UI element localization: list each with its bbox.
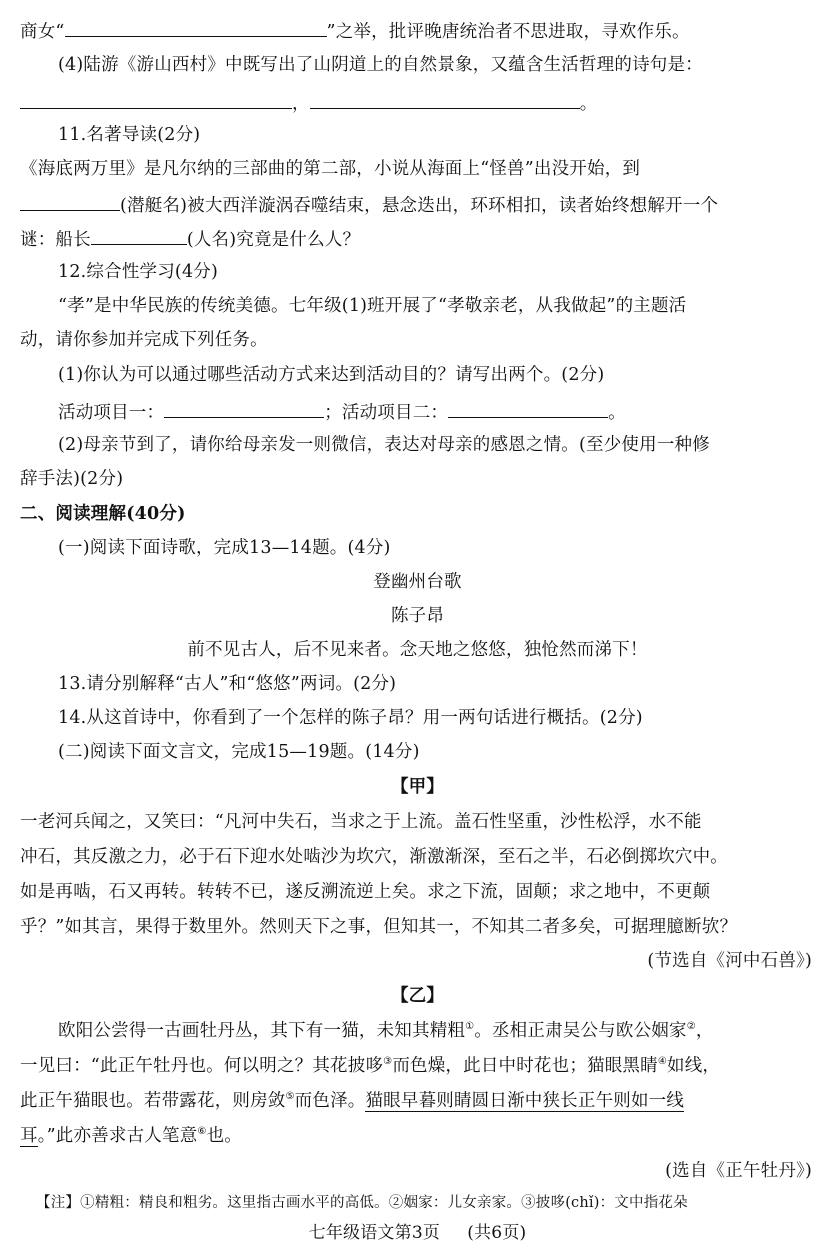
period: 。	[579, 94, 598, 114]
q11-l3-post: (人名)究竟是什么人？	[186, 230, 361, 250]
footer-page: 七年级语文第3页	[308, 1223, 441, 1243]
q12-line2: 动，请你参加并完成下列任务。	[20, 330, 268, 350]
jia-line3: 如是再啮，石又再转。转转不已，遂反溯流逆上矣。求之下流，固颠；求之地中，不更颠	[20, 882, 711, 902]
yi-line3	[20, 1090, 820, 1112]
footer-total: (共6页)	[467, 1223, 527, 1243]
q11-l3-pre: 谜：船长	[20, 230, 91, 250]
yi-line2	[20, 1055, 820, 1077]
poem-title: 登幽州台歌	[373, 572, 462, 592]
q10-line3	[20, 90, 820, 115]
q12-title: 12.综合性学习(4分)	[58, 262, 219, 282]
period: 。	[608, 403, 626, 423]
activity2-label: ；活动项目二：	[324, 403, 449, 423]
q14: 14.从这首诗中，你看到了一个怎样的陈子昂？用一两句话进行概括。(2分)	[58, 708, 643, 728]
answer-blank[interactable]	[20, 192, 120, 211]
q11-line2	[20, 192, 820, 217]
footnote-ref: ⑥	[197, 1126, 207, 1138]
answer-blank[interactable]	[448, 399, 608, 418]
underlined-sentence-end: 耳	[20, 1126, 38, 1146]
q12-sub1: (1)你认为可以通过哪些活动方式来达到活动目的？请写出两个。(2分)	[58, 365, 605, 385]
part2-intro: (二)阅读下面文言文，完成15—19题。(14分)	[58, 742, 420, 762]
yi-line4	[20, 1125, 820, 1147]
yi-l1-a: 欧阳公尝得一古画牡丹丛，其下有一猫，未知其精粗	[58, 1021, 466, 1041]
yi-line1	[58, 1020, 820, 1042]
footnote-ref: ⑤	[285, 1091, 295, 1103]
yi-source: (选自《正午牡丹》)	[665, 1161, 812, 1181]
answer-blank[interactable]	[164, 399, 324, 418]
q10-line2: (4)陆游《游山西村》中既写出了山阴道上的自然景象，又蕴含生活哲理的诗句是：	[58, 55, 703, 75]
yi-l3-a: 此正午猫眼也。若带露花，则房敛	[20, 1091, 286, 1111]
jia-title: 【甲】	[390, 777, 445, 797]
q12-line1: “孝”是中华民族的传统美德。七年级(1)班开展了“孝敬亲老，从我做起”的主题活	[58, 296, 687, 316]
jia-line1: 一老河兵闻之，又笑曰：“凡河中失石，当求之于上流。盖石性坚重，沙性松浮，水不能	[20, 812, 702, 832]
jia-line4: 乎？”如其言，果得于数里外。然则天下之事，但知其一，不知其二者多矣，可据理臆断欤？	[20, 917, 738, 937]
page-footer	[0, 1222, 835, 1244]
comma: ，	[292, 94, 310, 114]
yi-title: 【乙】	[390, 986, 445, 1006]
q11-line3	[20, 226, 820, 251]
q10-line1	[20, 18, 820, 43]
q12-sub2-line1: (2)母亲节到了，请你给母亲发一则微信，表达对母亲的感恩之情。(至少使用一种修	[58, 435, 710, 455]
yi-l4-a: 。”此亦善求古人笔意	[37, 1126, 198, 1146]
yi-l1-b: 。丞相正肃吴公与欧公姻家	[474, 1021, 687, 1041]
yi-l2-b: 而色燥，此日中时花也；猫眼黑睛	[392, 1056, 658, 1076]
jia-line2: 冲石，其反激之力，必于石下迎水处啮沙为坎穴，渐激渐深，至石之半，石必倒掷坎穴中。	[20, 847, 728, 867]
poem-text: 前不见古人，后不见来者。念天地之悠悠，独怆然而涕下！	[187, 640, 648, 660]
q11-title: 11.名著导读(2分)	[58, 125, 201, 145]
answer-blank[interactable]	[20, 90, 292, 109]
q11-line1: 《海底两万里》是凡尔纳的三部曲的第二部，小说从海面上“怪兽”出没开始，到	[20, 159, 641, 179]
activity1-label: 活动项目一：	[58, 403, 165, 423]
yi-l1-c: ，	[695, 1021, 714, 1041]
jia-source: (节选自《河中石兽》)	[647, 951, 812, 971]
answer-blank[interactable]	[91, 226, 187, 245]
footnote-ref: ①	[465, 1021, 475, 1033]
footnote-ref: ②	[686, 1021, 696, 1033]
yi-l4-b: 也。	[206, 1126, 242, 1146]
q10-l1-post: ”之举，批评晚唐统治者不思进取，寻欢作乐。	[326, 22, 690, 42]
footnote-ref: ④	[657, 1056, 667, 1068]
poem-author: 陈子昂	[390, 606, 445, 626]
q12-sub2-line2: 辞手法)(2分)	[20, 469, 124, 489]
q11-l2-text: (潜艇名)被大西洋漩涡吞噬结束，悬念迭出，环环相扣，读者始终想解开一个	[120, 196, 719, 216]
part1-intro: (一)阅读下面诗歌，完成13—14题。(4分)	[58, 538, 391, 558]
footnote: 【注】①精粗：精良和粗劣。这里指古画水平的高低。②姻家：儿女亲家。③披哆(chǐ)：文中指花朵	[36, 1195, 688, 1211]
answer-blank[interactable]	[65, 18, 327, 37]
yi-l2-c: 如线，	[667, 1056, 721, 1076]
answer-blank[interactable]	[310, 90, 580, 109]
section2-title: 二、阅读理解(40分)	[20, 504, 186, 524]
underlined-sentence: 猫眼早暮则睛圆日渐中狭长正午则如一线	[365, 1091, 685, 1111]
footnote-ref: ③	[383, 1056, 393, 1068]
q12-activities	[58, 399, 820, 424]
q13: 13.请分别解释“古人”和“悠悠”两词。(2分)	[58, 674, 397, 694]
yi-l3-b: 而色泽。	[294, 1091, 366, 1111]
q10-l1-pre: 商女“	[20, 22, 65, 42]
yi-l2-a: 一见曰：“此正午牡丹也。何以明之？其花披哆	[20, 1056, 384, 1076]
